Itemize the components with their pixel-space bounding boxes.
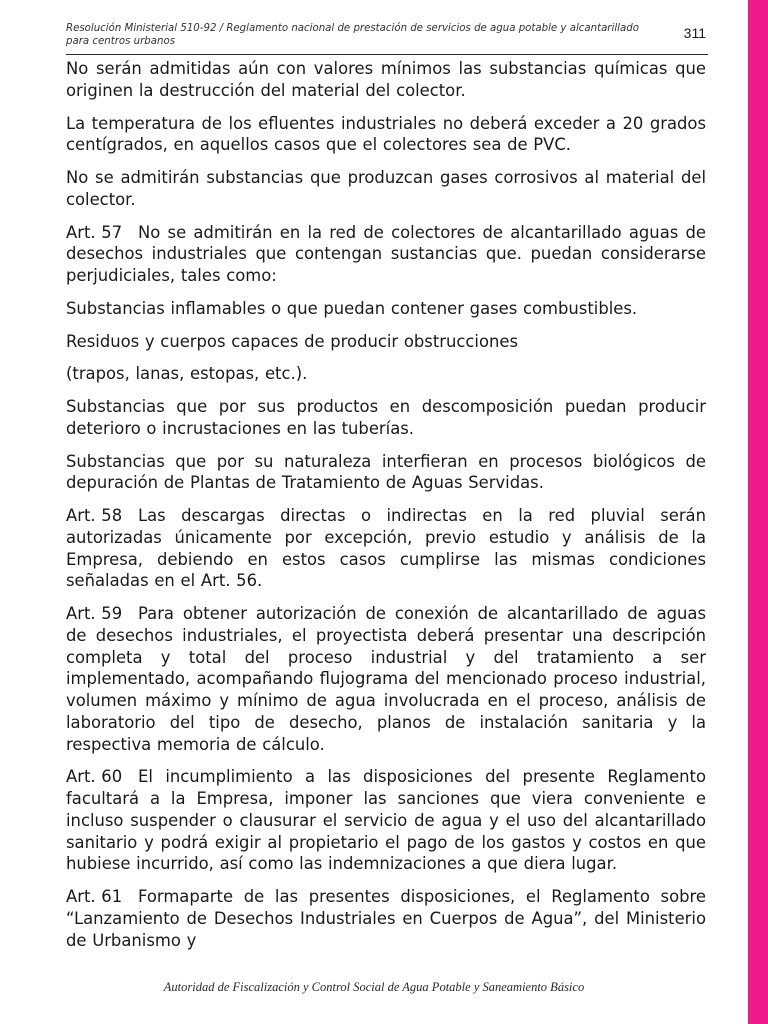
- article-58-label: Art. 58: [66, 506, 123, 525]
- paragraph-corrosive-gases: No se admitirán substancias que produzcan gases corrosivos al material del colector.: [66, 168, 706, 209]
- list-item-obstructions-examples: (trapos, lanas, estopas, etc.).: [66, 364, 308, 384]
- article-58: [66, 505, 706, 592]
- article-57: [66, 222, 706, 287]
- list-item-biological-processes: Substancias que por su naturaleza interfieran en procesos biológicos de depuración de Plantas de Tratamiento de Aguas Servidas.: [66, 451, 706, 493]
- article-59-text: Para obtener autorización de conexión de alcantarillado de aguas de desechos industriales, el proyectista deberá presentar una descripción completa y total del proceso industrial y del tratamiento a ser implementado, acompañando flujograma del mencionado proceso industrial, volumen máximo y mínimo de agua involucrada en el proceso, análisis de laboratorio del tipo de desecho, planos de instalación sanitaria y la respectiva memoria de cálculo.: [66, 604, 706, 754]
- article-57-text: No se admitirán en la red de colectores de alcantarillado aguas de desechos industriales que contengan sustancias que. puedan considerarse perjudiciales, tales como:: [66, 222, 706, 285]
- article-59: [66, 603, 706, 755]
- running-title: Resolución Ministerial 510-92 / Reglamento nacional de prestación de servicios de agua potable y alcantarillado para centros urbanos: [66, 23, 639, 47]
- article-60: [66, 766, 706, 875]
- list-item-decomposition: Substancias que por sus productos en descomposición puedan producir deterioro o incrustaciones en las tuberías.: [66, 397, 706, 438]
- article-58-text: Las descargas directas o indirectas en la red pluvial serán autorizadas únicamente por excepción, previo estudio y análisis de la Empresa, debiendo en estos casos cumplirse las mismas condiciones señaladas en el Art. 56.: [66, 506, 706, 591]
- magenta-side-bar: [748, 0, 768, 1024]
- article-61: [66, 886, 706, 951]
- article-59-label: Art. 59: [66, 604, 123, 623]
- header-divider: [66, 54, 708, 55]
- article-57-label: Art. 57: [66, 222, 123, 242]
- page-footer: Autoridad de Fiscalización y Control Social de Agua Potable y Saneamiento Básico: [163, 980, 585, 994]
- document-body: [66, 58, 706, 962]
- article-60-label: Art. 60: [66, 767, 123, 787]
- article-60-text: El incumplimiento a las disposiciones del presente Reglamento facultará a la Empresa, imponer las sanciones que viera conveniente e incluso suspender o clausurar el servicio de agua y el uso del alcantarillado sanitario y podrá exigir al propietario el pago de los gastos y costos en que hubiese incurrido, así como las indemnizaciones a que diera lugar.: [66, 767, 706, 874]
- page-number: 311: [683, 25, 706, 41]
- article-61-text: Formaparte de las presentes disposiciones, el Reglamento sobre “Lanzamiento de Desechos Industriales en Cuerpos de Agua”, del Ministerio de Urbanismo y: [66, 887, 706, 950]
- list-item-obstructions: Residuos y cuerpos capaces de producir obstrucciones: [66, 331, 519, 351]
- list-item-flammable: Substancias inflamables o que puedan contener gases combustibles.: [66, 298, 638, 318]
- paragraph-collector-destruction: No serán admitidas aún con valores mínimos las substancias químicas que originen la destrucción del material del colector.: [66, 59, 706, 100]
- article-61-label: Art. 61: [66, 887, 123, 906]
- paragraph-temperature: La temperatura de los efluentes industriales no deberá exceder a 20 grados centígrados, en aquellos casos que el colectores sea de PVC.: [66, 113, 706, 155]
